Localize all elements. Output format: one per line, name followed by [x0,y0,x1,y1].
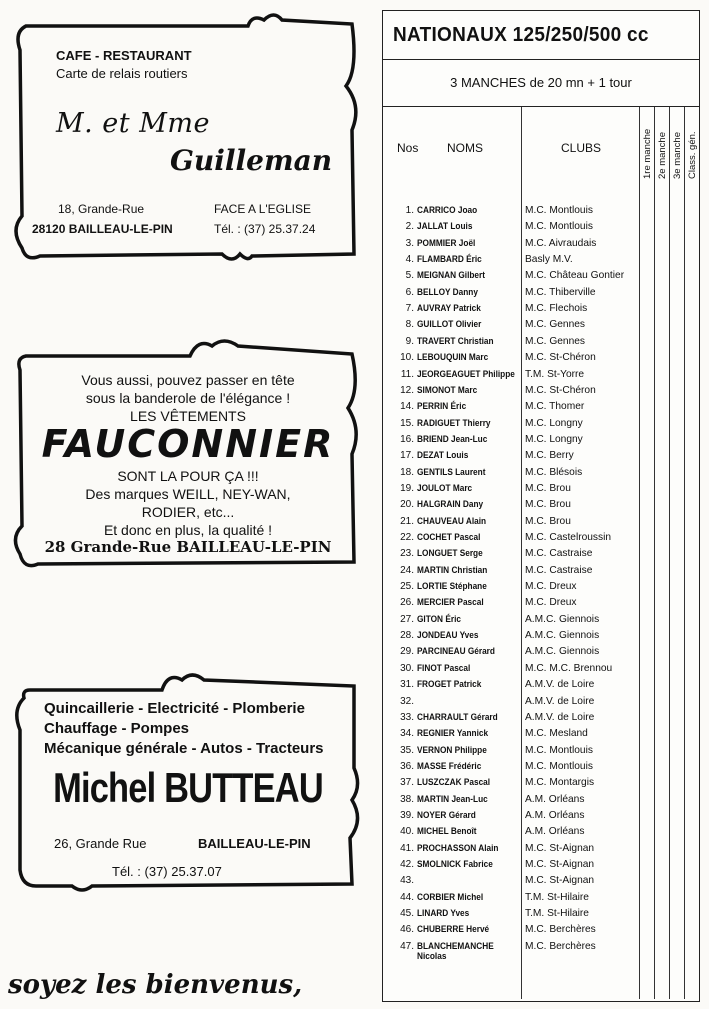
rider-name: MEIGNAN Gilbert [417,270,485,281]
column-divider [521,107,522,999]
rider-name: PERRIN Éric [417,401,467,412]
row-number: 20. [400,499,414,511]
club-name: M.C. Thomer [525,401,585,413]
row-number: 8. [405,319,414,331]
row-number: 35. [400,744,414,756]
rider-name: GENTILS Laurent [417,466,486,477]
ad-guilleman-subtitle: Carte de relais routiers [56,66,188,81]
row-number: 29. [400,646,414,658]
club-name: M.C. Château Gontier [525,270,625,282]
ad-butteau [12,650,364,896]
rider-name: COCHET Pascal [417,532,481,542]
row-number: 17. [400,450,414,462]
club-name: M.C. Brou [525,482,571,494]
ad-guilleman-phone: Tél. : (37) 25.37.24 [214,222,316,236]
rider-name: JONDEAU Yves [417,630,479,641]
club-name: M.C. St-Chéron [525,384,596,396]
club-name: M.C. Berchères [525,924,596,936]
row-number: 46. [400,924,414,936]
club-name: M.C. Montargis [525,777,595,789]
row-number: 24. [400,564,414,576]
club-name: M.C. St-Aignan [525,859,595,870]
ad-butteau-brand: Michel BUTTEAU [53,764,323,811]
rider-name: PROCHASSON Alain [417,842,499,853]
header-classement: Class. gén. [687,131,698,179]
header-num: Nos [397,141,419,155]
row-number: 14. [400,401,414,413]
ad-fauconnier [12,330,364,574]
rider-name: BLANCHEMANCHE [417,940,494,951]
club-name: A.M.C. Giennois [525,613,600,625]
club-name: M.C. Mesland [525,728,588,740]
ad-fauconnier-address: 28 Grande-Rue BAILLEAU-LE-PIN [44,538,332,556]
header-names: NOMS [447,141,483,155]
ad-guilleman-name-2: Guilleman [170,144,333,177]
rider-name: TRAVERT Christian [417,335,494,346]
welcome-text: soyez les bienvenus, [8,970,303,1000]
results-title: NATIONAUX 125/250/500 cc [393,24,649,46]
club-name: M.C. Berry [525,450,574,462]
row-number: 31. [400,679,414,691]
row-number: 10. [400,352,414,364]
rider-name: LEBOUQUIN Marc [417,352,489,363]
ad-guilleman [12,10,364,266]
rider-name: JALLAT Louis [417,221,473,232]
row-number: 43. [400,875,414,887]
rider-name: MERCIER Pascal [417,597,484,608]
header-manche-3: 3e manche [672,131,683,179]
club-name: A.M.C. Giennois [525,630,600,642]
rider-name: GITON Éric [417,613,461,624]
ad-fauconnier-line-6: RODIER, etc... [141,504,235,520]
row-number: 19. [400,482,414,494]
row-number: 25. [400,581,414,593]
rider-name: BELLOY Danny [417,286,478,297]
club-name: M.C. Brou [525,515,571,527]
row-number: 44. [400,891,414,903]
row-number: 7. [405,303,414,315]
rider-name: FINOT Pascal [417,662,471,673]
club-name: M.C. St-Aignan [525,875,595,887]
row-number: 32. [400,695,414,707]
rider-name: MARTIN Christian [417,564,488,575]
results-title-box [383,11,699,60]
ad-butteau-services-1: Quincaillerie - Electricité - Plomberie [44,700,305,717]
row-number: 22. [400,532,414,543]
rider-name: GUILLOT Olivier [417,319,482,330]
row-number: 47. [400,940,414,952]
club-name: T.M. St-Hilaire [525,908,589,920]
club-name: M.C. Berchères [525,940,596,952]
club-name: M.C. Blésois [525,466,583,478]
row-number: 42. [400,859,414,870]
header-clubs: CLUBS [561,141,602,155]
rider-name: SIMONOT Marc [417,384,478,395]
row-number: 34. [400,728,414,740]
rider-name: CHAUVEAU Alain [417,515,487,526]
club-name: M.C. Dreux [525,597,577,609]
club-name: M.C. St-Chéron [525,352,596,364]
club-name: A.M. Orléans [525,809,585,821]
rider-name: Nicolas [417,950,447,961]
row-number: 28. [400,630,414,642]
club-name: M.C. Castraise [525,548,593,560]
club-name: M.C. St-Aignan [525,842,595,854]
club-name: M.C. Montlouis [525,221,593,233]
row-number: 45. [400,908,414,920]
row-number: 4. [405,254,414,266]
club-name: T.M. St-Hilaire [525,891,589,903]
results-table [382,10,700,1002]
club-name: M.C. Castelroussin [525,532,612,543]
row-number: 15. [400,417,414,429]
column-divider [639,107,640,999]
club-name: Basly M.V. [525,254,573,266]
club-name: M.C. Longny [525,417,583,429]
rider-name: LORTIE Stéphane [417,581,487,592]
results-subtitle: 3 MANCHES de 20 mn + 1 tour [383,60,699,107]
row-number: 23. [400,548,414,560]
club-name: M.C. Aivraudais [525,237,597,249]
ad-guilleman-name-1: M. et Mme [56,108,210,139]
rider-name: CHUBERRE Hervé [417,924,490,935]
rider-name: LINARD Yves [417,908,470,919]
club-name: M.C. Brou [525,499,571,511]
rider-name: FLAMBARD Éric [417,254,482,265]
header-manche-2: 2e manche [657,131,668,179]
ad-fauconnier-line-1: Vous aussi, pouvez passer en tête [81,372,295,388]
ad-butteau-phone: Tél. : (37) 25.37.07 [112,864,222,879]
rider-name: RADIGUET Thierry [417,417,491,428]
ad-guilleman-address: 18, Grande-Rue [58,202,145,216]
row-number: 37. [400,777,414,789]
row-number: 41. [400,842,414,854]
club-name: M.C. Castraise [525,564,593,576]
rider-name: LONGUET Serge [417,548,483,559]
rider-name: CORBIER Michel [417,891,484,902]
rider-name: FROGET Patrick [417,679,482,690]
club-name: A.M. Orléans [525,793,585,805]
ad-fauconnier-brand: FAUCONNIER [41,422,335,466]
rider-name: LUSZCZAK Pascal [417,777,491,788]
rider-name: HALGRAIN Dany [417,499,484,510]
row-number: 2. [405,221,414,233]
ad-butteau-city: BAILLEAU-LE-PIN [198,836,311,851]
club-name: A.M. Orléans [525,826,585,838]
row-number: 36. [400,760,414,772]
club-name: A.M.V. de Loire [525,711,595,723]
row-number: 27. [400,613,414,625]
rider-name: NOYER Gérard [417,809,476,820]
header-manche-1: 1re manche [642,128,653,179]
row-number: 16. [400,433,414,445]
club-name: M.C. Longny [525,433,583,445]
club-name: M.C. Gennes [525,319,586,331]
row-number: 6. [405,286,414,298]
club-name: M.C. Montlouis [525,744,593,756]
ad-fauconnier-line-5: Des marques WEILL, NEY-WAN, [85,486,291,502]
rider-name: BRIEND Jean-Luc [417,433,488,444]
club-name: M.C. Thiberville [525,286,596,298]
row-number: 11. [400,368,414,380]
row-number: 1. [405,205,414,216]
club-name: A.M.V. de Loire [525,679,595,691]
club-name: M.C. Montlouis [525,205,593,216]
club-name: T.M. St-Yorre [525,368,585,380]
ad-butteau-services-2: Chauffage - Pompes [44,720,190,737]
row-number: 21. [400,515,414,527]
club-name: M.C. Dreux [525,581,577,593]
row-number: 30. [400,662,414,674]
club-name: A.M.C. Giennois [525,646,600,658]
ad-fauconnier-line-3: LES VÊTEMENTS [130,408,246,424]
club-name: A.M.V. de Loire [525,695,595,707]
rider-name: VERNON Philippe [417,744,487,755]
ad-guilleman-city: 28120 BAILLEAU-LE-PIN [32,222,173,236]
club-name: M.C. Gennes [525,335,586,347]
ad-guilleman-type: CAFE - RESTAURANT [56,48,192,63]
ad-fauconnier-line-7: Et donc en plus, la qualité ! [103,522,273,538]
column-divider [684,107,685,999]
row-number: 40. [400,826,414,838]
row-number: 33. [400,711,414,723]
ad-fauconnier-line-2: sous la banderole de l'élégance ! [85,390,291,406]
rider-name: SMOLNICK Fabrice [417,859,493,869]
rider-name: JOULOT Marc [417,482,473,493]
ad-butteau-address: 26, Grande Rue [54,836,147,851]
rider-name: MICHEL Benoît [417,826,477,837]
row-number: 9. [405,335,414,347]
rider-name: MARTIN Jean-Luc [417,793,488,804]
rider-name: REGNIER Yannick [417,728,489,739]
rider-name: PARCINEAU Gérard [417,646,495,657]
column-divider [654,107,655,999]
club-name: M.C. Flechois [525,303,588,315]
row-number: 38. [400,793,414,805]
column-divider [669,107,670,999]
rider-name: DEZAT Louis [417,450,469,461]
row-number: 12. [400,384,414,396]
ad-butteau-services-3: Mécanique générale - Autos - Tracteurs [44,740,324,757]
rider-name: CHARRAULT Gérard [417,711,498,722]
rider-name: POMMIER Joël [417,237,476,248]
row-number: 3. [405,237,414,249]
rider-name: MASSE Frédéric [417,760,482,771]
row-number: 26. [400,597,414,609]
ad-guilleman-location: FACE A L'EGLISE [214,202,312,216]
row-number: 39. [400,809,414,821]
rider-name: JEORGEAGUET Philippe [417,368,515,379]
row-number: 5. [405,270,414,282]
club-name: M.C. M.C. Brennou [525,662,613,674]
club-name: M.C. Montlouis [525,760,593,772]
rider-name: CARRICO Joao [417,205,478,215]
row-number: 18. [400,466,414,478]
ad-fauconnier-line-4: SONT LA POUR ÇA !!! [117,468,259,484]
rider-name: AUVRAY Patrick [417,303,481,314]
